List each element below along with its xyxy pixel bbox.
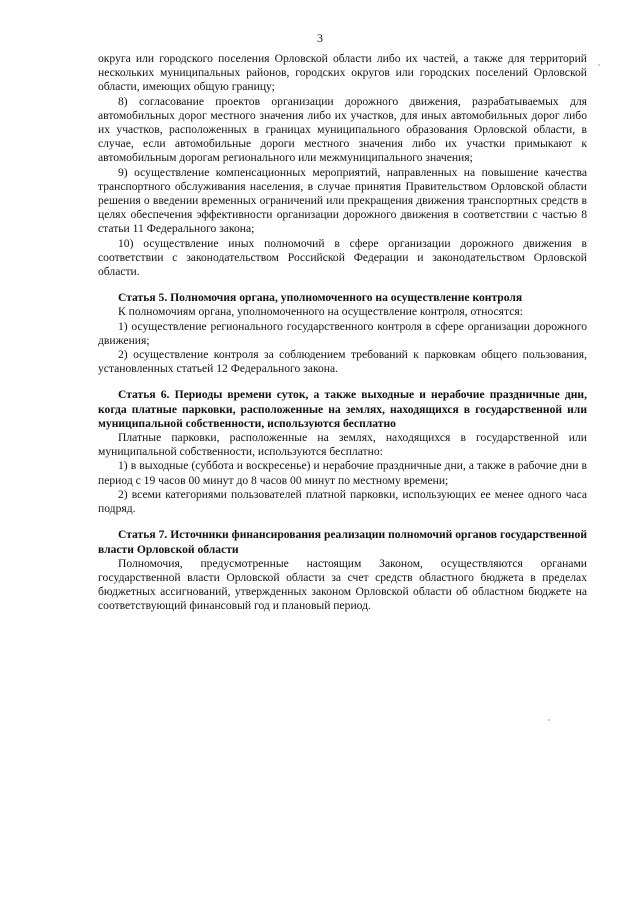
page-number: 3 <box>317 31 323 45</box>
article-5-intro: К полномочиям органа, уполномоченного на осуществление контроля, относятся: <box>118 305 523 319</box>
article-5-item-1: 1) осуществление регионального государственного контроля в сфере организации дорожного движения; <box>98 319 587 347</box>
article-5-heading: Статья 5. Полномочия органа, уполномоченного на осуществление контроля <box>118 291 523 305</box>
paragraph-continuation: округа или городского поселения Орловской области либо их частей, а также для территорий нескольких муниципальных районов, городских округов или городских поселений Орловской области, имеющих общую границу; <box>98 52 587 94</box>
article-7-heading: Статья 7. Источники финансирования реализации полномочий органов государственной власти Орловской области <box>98 528 587 556</box>
scan-speck <box>548 719 550 721</box>
document-body <box>98 52 587 614</box>
article-6-item-1: 1) в выходные (суббота и воскресенье) и нерабочие праздничные дни, а также в рабочие дни в период с 19 часов 00 минут до 8 часов 00 минут по местному времени; <box>98 459 587 487</box>
article-6-heading: Статья 6. Периоды времени суток, а также выходные и нерабочие праздничные дни, когда платные парковки, расположенные на землях, находящихся в государственной или муниципальной собственности, используются бесплатно <box>98 388 587 430</box>
article-7-text: Полномочия, предусмотренные настоящим Законом, осуществляются органами государственной власти Орловской области за счет средств областного бюджета в пределах бюджетных ассигнований, утвержденных законом Орловской области об областном бюджете на соответствующий финансовый год и плановый период. <box>98 556 587 613</box>
list-item-10: 10) осуществление иных полномочий в сфере организации дорожного движения в соответствии с законодательством Российской Федерации и законодательством Орловской области. <box>98 236 587 279</box>
list-item-9: 9) осуществление компенсационных мероприятий, направленных на повышение качества транспортного обслуживания населения, в случае принятия Правительством Орловской области решения о введении временных ограничений или прекращения движения транспортных средств в целях обеспечения эффективности организации дорожного движения в соответствии с частью 8 статьи 11 Федерального закона; <box>98 165 587 236</box>
article-6-intro: Платные парковки, расположенные на землях, находящихся в государственной или муниципальной собственности, используются бесплатно: <box>98 431 587 459</box>
article-5-item-2: 2) осуществление контроля за соблюдением требований к парковкам общего пользования, установленных статьей 12 Федерального закона. <box>98 348 587 376</box>
article-6-item-2: 2) всеми категориями пользователей платной парковки, использующих ее менее одного часа подряд. <box>98 487 587 516</box>
list-item-8: 8) согласование проектов организации дорожного движения, разрабатываемых для автомобильных дорог местного значения либо их участков, для иных автомобильных дорог либо их участков, расположенных в границах муниципального образования Орловской области, в случае, если автомобильные дороги местного значения либо их участки примыкают к автомобильным дорогам регионального или межмуниципального значения; <box>98 94 587 165</box>
scan-speck <box>598 64 600 66</box>
